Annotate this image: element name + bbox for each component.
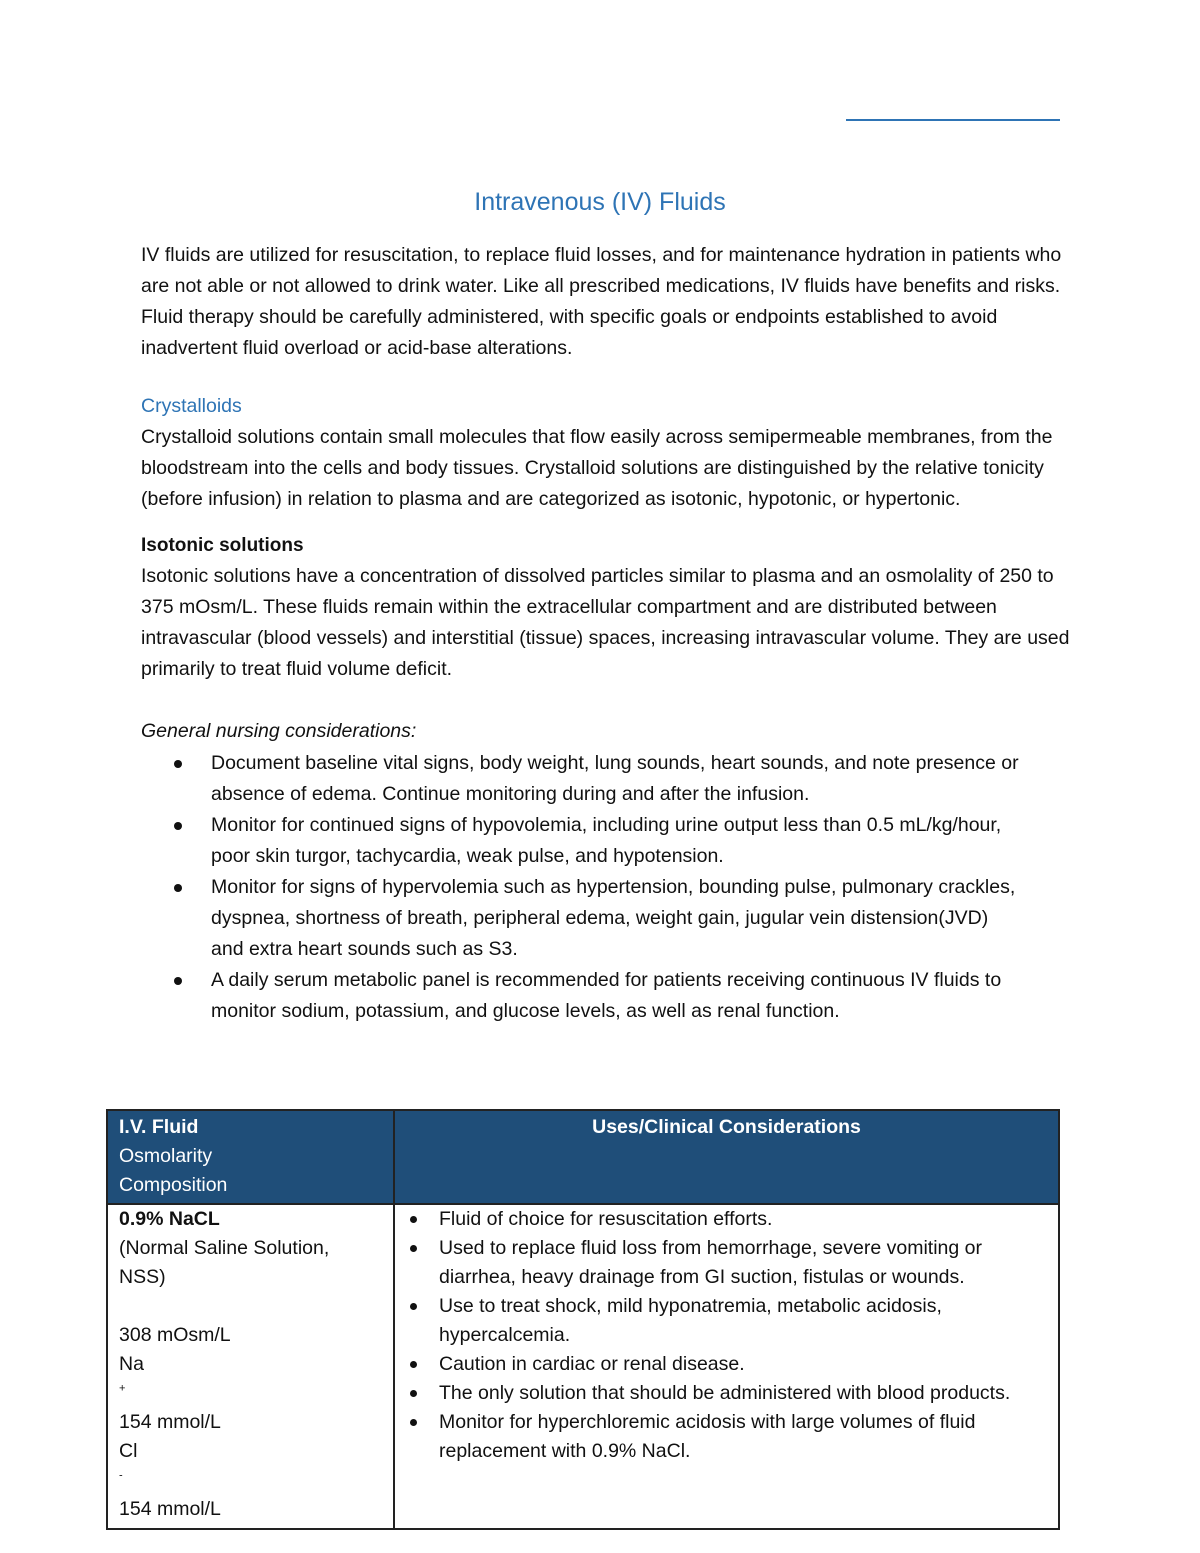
chloride-composition [119, 1437, 383, 1524]
bullet-icon [410, 1390, 417, 1397]
fluid-name: 0.9% NaCL [119, 1208, 220, 1230]
sodium-value: 154 mmol/L [119, 1411, 221, 1433]
isotonic-heading: Isotonic solutions [141, 535, 304, 556]
list-item-text: Monitor for hyperchloremic acidosis with large volumes of fluid replacement with 0.9% NaCl. [439, 1411, 976, 1462]
list-item [141, 810, 1021, 872]
list-item [395, 1234, 1039, 1292]
spacer [119, 1292, 383, 1321]
sodium-charge: + [119, 1382, 126, 1395]
list-item [395, 1205, 1039, 1234]
document-title: Intravenous (IV) Fluids [474, 188, 726, 216]
chloride-symbol: Cl [119, 1440, 138, 1462]
list-item [395, 1350, 1039, 1379]
list-item [395, 1292, 1039, 1350]
bullet-icon [174, 822, 182, 830]
nursing-considerations-list [141, 748, 1071, 1027]
chloride-charge: - [119, 1469, 123, 1482]
chloride-value: 154 mmol/L [119, 1498, 221, 1520]
intro-paragraph: IV fluids are utilized for resuscitation, to replace fluid losses, and for maintenance hydration in patients who are not able or not allowed to drink water. Like all prescribed medications, IV fluids have benefits and risks. Fluid therapy should be carefully administered, with specific goals or endpoints established to avoid inadvertent fluid overload or acid-base alterations. [141, 244, 1062, 359]
list-item [141, 748, 1021, 810]
list-item-text: Use to treat shock, mild hyponatremia, metabolic acidosis, hypercalcemia. [439, 1295, 942, 1346]
list-item-text: Monitor for continued signs of hypovolemia, including urine output less than 0.5 mL/kg/hour, poor skin turgor, tachycardia, weak pulse, and hypotension. [211, 814, 1002, 867]
list-item-text: Used to replace fluid loss from hemorrhage, severe vomiting or diarrhea, heavy drainage from GI suction, fistulas or wounds. [439, 1237, 982, 1288]
header-composition-label: Composition [119, 1174, 228, 1196]
list-item-text: Document baseline vital signs, body weight, lung sounds, heart sounds, and note presence or absence of edema. Continue monitoring during and after the infusion. [211, 752, 1019, 805]
list-item [141, 965, 1021, 1027]
bullet-icon [174, 977, 182, 985]
sodium-composition [119, 1350, 383, 1437]
header-fluid-cell [107, 1110, 394, 1204]
table-row [107, 1204, 1059, 1529]
nursing-considerations-label: General nursing considerations: [141, 720, 417, 742]
sodium-symbol: Na [119, 1353, 144, 1375]
header-uses-label: Uses/Clinical Considerations [592, 1116, 861, 1138]
header-uses-cell [394, 1110, 1059, 1204]
crystalloids-paragraph: Crystalloid solutions contain small molecules that flow easily across semipermeable membranes, from the bloodstream into the cells and body tissues. Crystalloid solutions are distinguished by the relative tonicity (before infusion) in relation to plasma and are categorized as isotonic, hypotonic, or hypertonic. [141, 426, 1053, 510]
list-item-text: Monitor for signs of hypervolemia such as hypertension, bounding pulse, pulmonary crackles, dyspnea, shortness of breath, peripheral edema, weight gain, jugular vein distension(JVD) and extra heart sounds such as S3. [211, 876, 1016, 960]
bullet-icon [174, 760, 182, 768]
table-header-row [107, 1110, 1059, 1204]
iv-fluids-table [106, 1109, 1060, 1530]
list-item-text: Caution in cardiac or renal disease. [439, 1353, 745, 1375]
document-body [141, 240, 1071, 1027]
fluid-osmolarity: 308 mOsm/L [119, 1324, 231, 1346]
bullet-icon [410, 1361, 417, 1368]
uses-list [395, 1205, 1058, 1466]
header-rule [846, 119, 1060, 121]
crystalloids-heading: Crystalloids [141, 395, 242, 417]
fluid-alias: NSS) [119, 1266, 166, 1288]
bullet-icon [410, 1245, 417, 1252]
list-item-text: A daily serum metabolic panel is recommended for patients receiving continuous IV fluids to monitor sodium, potassium, and glucose levels, as well as renal function. [211, 969, 1002, 1022]
list-item [141, 872, 1021, 965]
fluid-info-cell [107, 1204, 394, 1529]
bullet-icon [174, 884, 182, 892]
header-osmolarity-label: Osmolarity [119, 1145, 213, 1167]
bullet-icon [410, 1216, 417, 1223]
list-item-text: The only solution that should be administered with blood products. [439, 1382, 1011, 1404]
list-item [395, 1408, 1039, 1466]
isotonic-paragraph: Isotonic solutions have a concentration of dissolved particles similar to plasma and an osmolality of 250 to 375 mOsm/L. These fluids remain within the extracellular compartment and are distributed between intravascular (blood vessels) and interstitial (tissue) spaces, increasing intravascular volume. They are used primarily to treat fluid volume deficit. [141, 565, 1070, 680]
list-item [395, 1379, 1039, 1408]
bullet-icon [410, 1419, 417, 1426]
bullet-icon [410, 1303, 417, 1310]
fluid-alias: (Normal Saline Solution, [119, 1237, 330, 1259]
list-item-text: Fluid of choice for resuscitation efforts. [439, 1208, 773, 1230]
uses-cell [394, 1204, 1059, 1529]
header-fluid-label: I.V. Fluid [119, 1116, 199, 1138]
